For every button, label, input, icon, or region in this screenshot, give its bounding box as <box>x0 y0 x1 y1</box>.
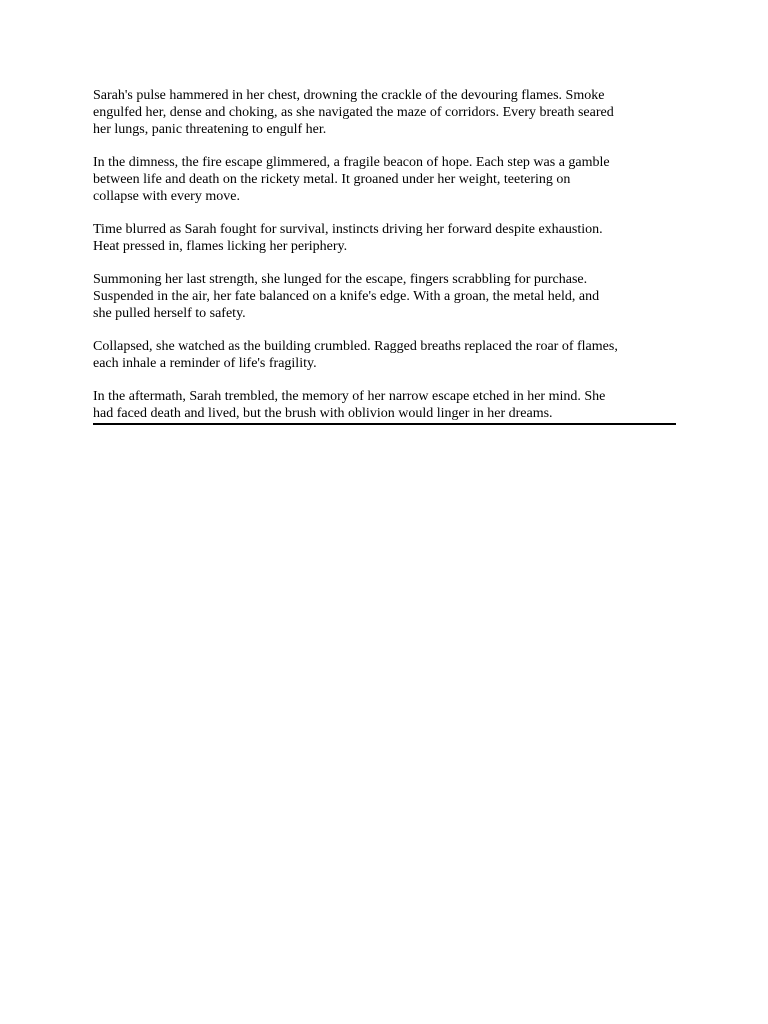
paragraph-6 <box>93 388 677 422</box>
paragraph-3 <box>93 221 677 255</box>
paragraph-line: Heat pressed in, flames licking her periphery. <box>93 239 348 254</box>
paragraph-line: Collapsed, she watched as the building crumbled. Ragged breaths replaced the roar of flames, <box>93 339 618 354</box>
paragraph-line: Sarah's pulse hammered in her chest, drowning the crackle of the devouring flames. Smoke <box>93 88 605 103</box>
paragraph-line: each inhale a reminder of life's fragility. <box>93 356 317 371</box>
paragraph-line: had faced death and lived, but the brush with oblivion would linger in her dreams. <box>93 406 553 421</box>
paragraph-line: Summoning her last strength, she lunged for the escape, fingers scrabbling for purchase. <box>93 272 588 287</box>
paragraph-line: she pulled herself to safety. <box>93 306 246 321</box>
paragraph-2 <box>93 154 677 205</box>
paragraph-line: In the dimness, the fire escape glimmered, a fragile beacon of hope. Each step was a gamble <box>93 155 610 170</box>
paragraph-line: Time blurred as Sarah fought for survival, instincts driving her forward despite exhaustion. <box>93 222 603 237</box>
paragraph-line: Suspended in the air, her fate balanced on a knife's edge. With a groan, the metal held, and <box>93 289 600 304</box>
paragraph-line: collapse with every move. <box>93 189 240 204</box>
paragraph-line: In the aftermath, Sarah trembled, the memory of her narrow escape etched in her mind. She <box>93 389 606 404</box>
paragraph-5 <box>93 338 677 372</box>
document-body <box>93 87 677 422</box>
underline-rule <box>93 423 676 425</box>
paragraph-line: engulfed her, dense and choking, as she navigated the maze of corridors. Every breath seared <box>93 105 614 120</box>
paragraph-4 <box>93 271 677 322</box>
paragraph-line: her lungs, panic threatening to engulf her. <box>93 122 327 137</box>
paragraph-1 <box>93 87 677 138</box>
paragraph-line: between life and death on the rickety metal. It groaned under her weight, teetering on <box>93 172 571 187</box>
